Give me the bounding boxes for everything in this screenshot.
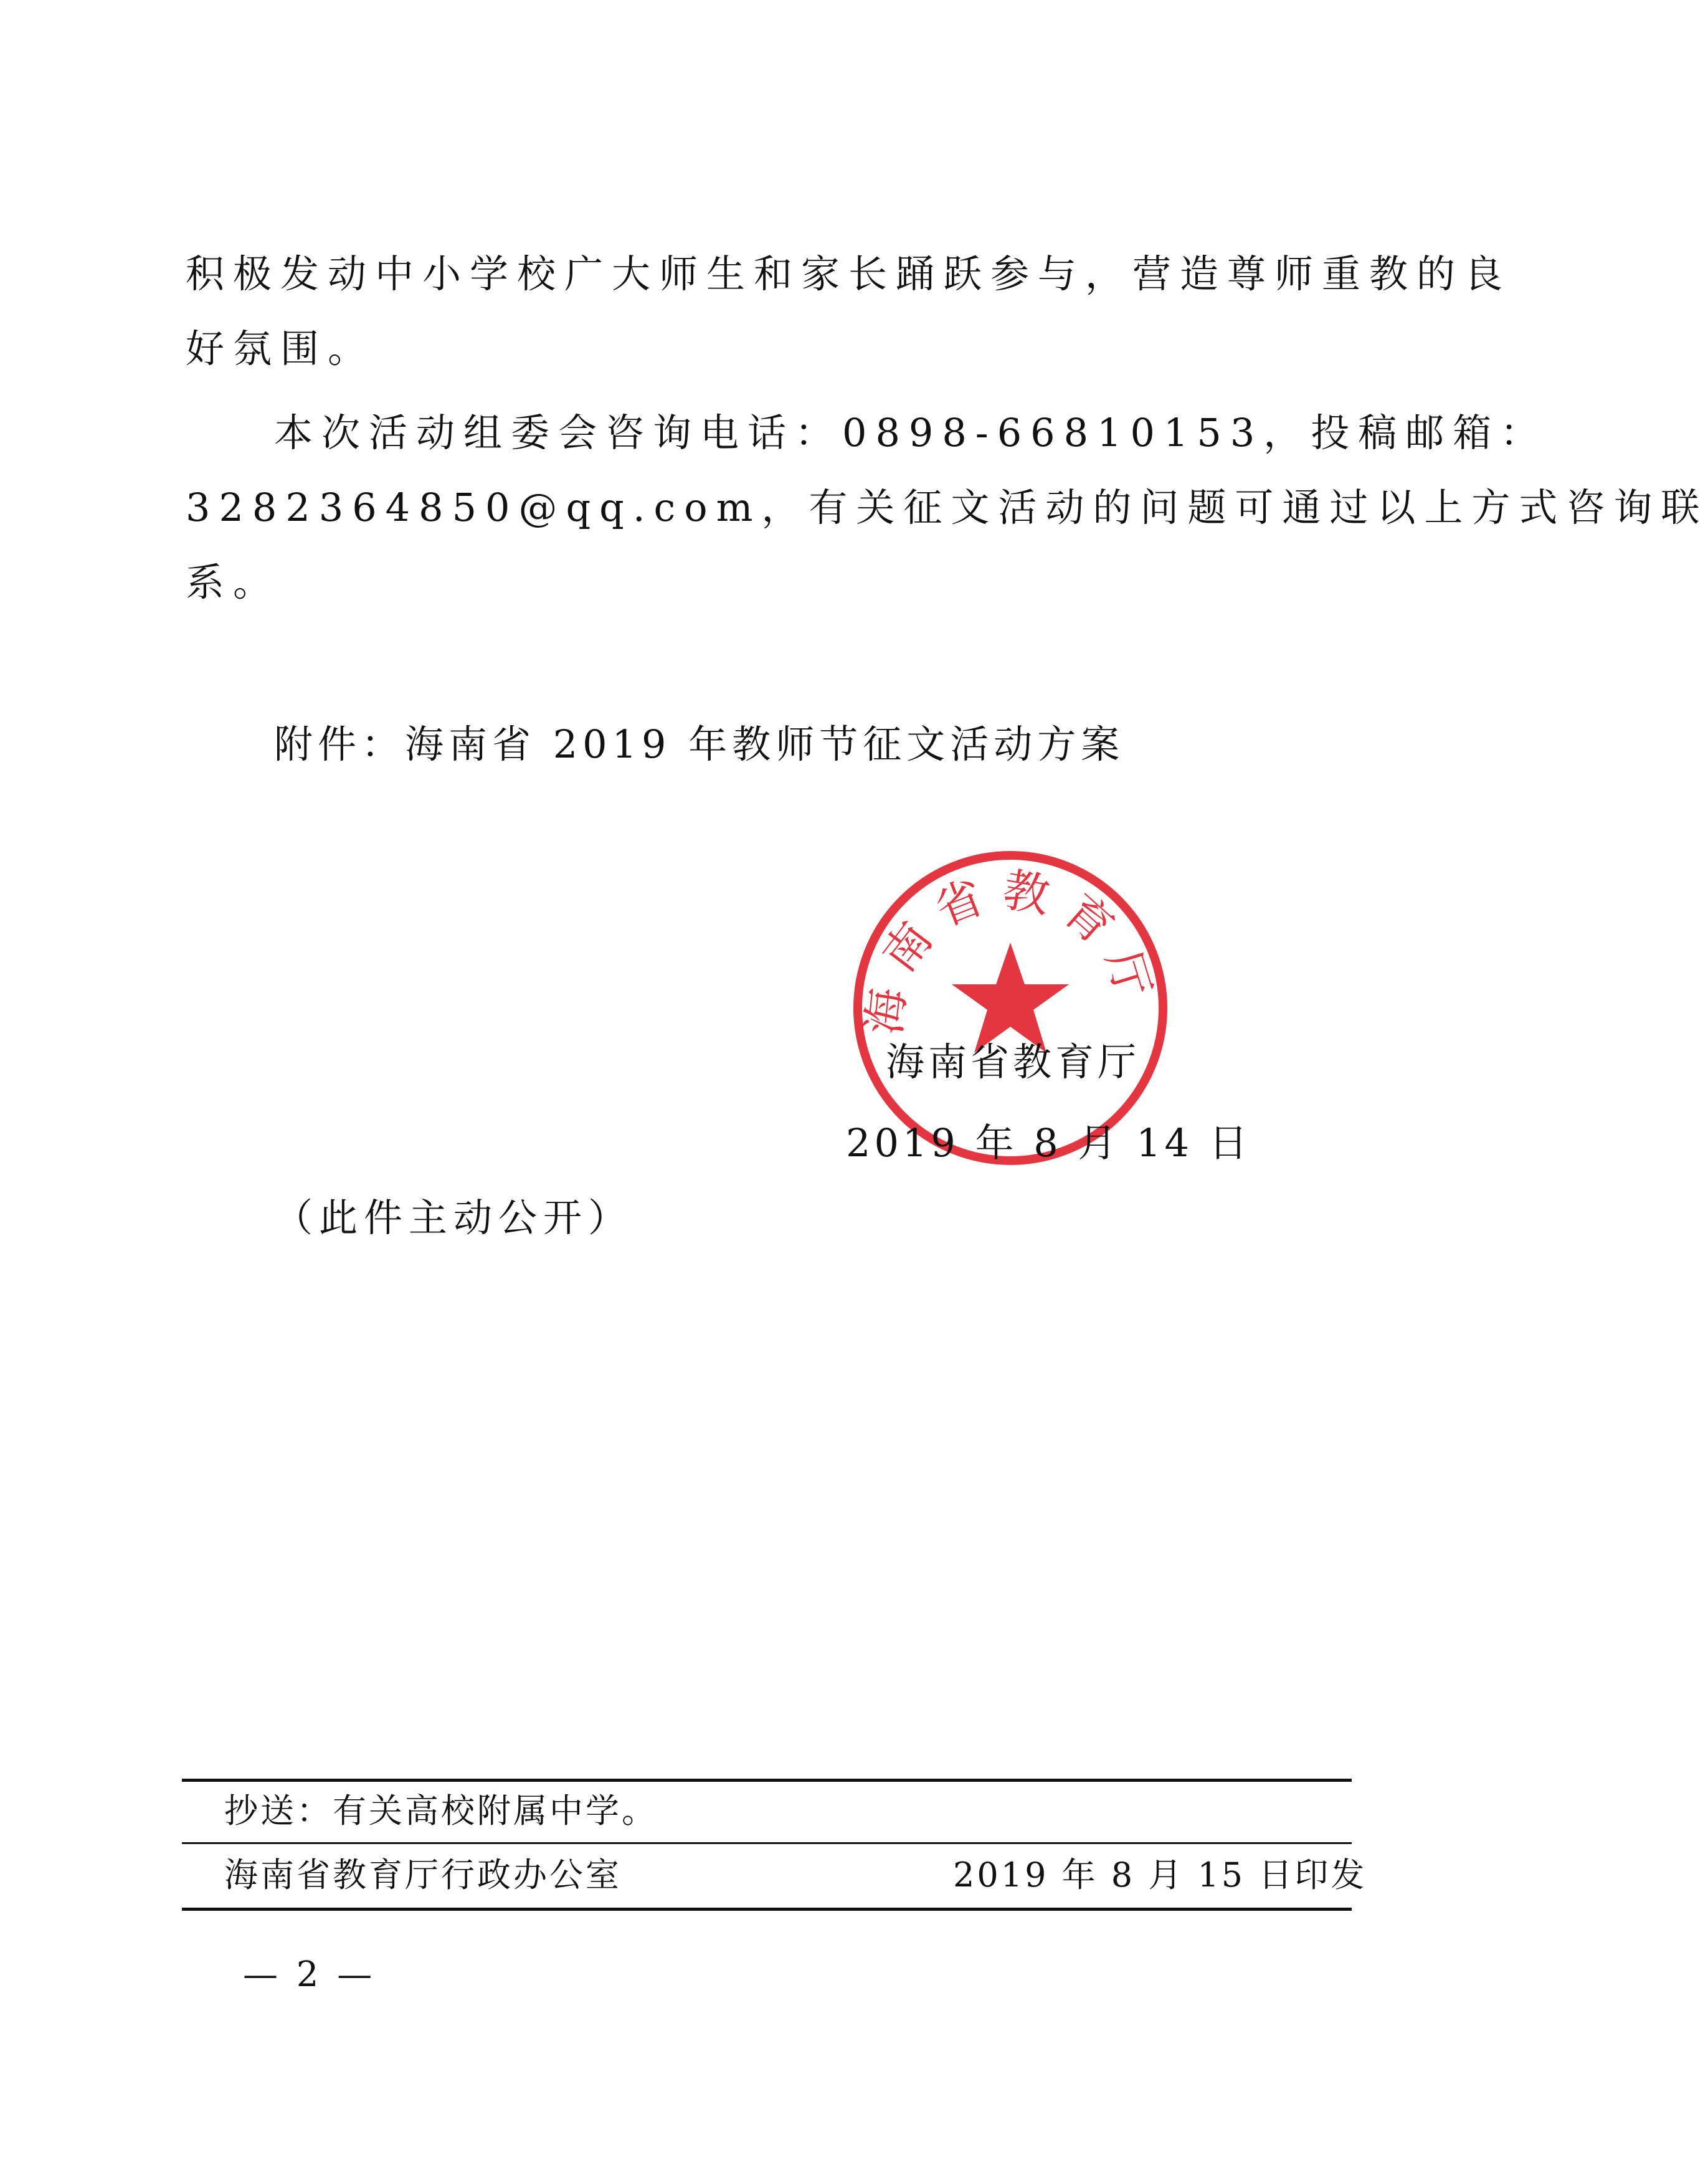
footer-top-rule [182, 1779, 1352, 1782]
signature-date: 2019 年 8 月 14 日 [846, 1120, 1251, 1166]
footer-bottom-rule [182, 1908, 1352, 1911]
signature-org: 海南省教育厅 [886, 1039, 1141, 1085]
paragraph-2-line-1: 本次活动组委会咨询电话：0898-66810153，投稿邮箱： [274, 410, 1548, 455]
paragraph-2-line-2: 3282364850@qq.com，有关征文活动的问题可通过以上方式咨询联 [186, 485, 1708, 530]
attachment-line: 附件：海南省 2019 年教师节征文活动方案 [274, 721, 1125, 767]
footer-cc: 抄送：有关高校附属中学。 [224, 1791, 658, 1830]
seal-star-icon [952, 943, 1069, 1053]
paragraph-1-line-1: 积极发动中小学校广大师生和家长踊跃参与，营造尊师重教的良 [186, 251, 1512, 297]
disclosure-note: （此件主动公开） [274, 1195, 633, 1240]
paragraph-1-line-2: 好氛围。 [186, 326, 376, 371]
page-number: — 2 — [243, 1954, 376, 1995]
footer-issuer: 海南省教育厅行政办公室 [224, 1855, 622, 1895]
paragraph-2-line-3: 系。 [186, 559, 281, 605]
footer-issue-date: 2019 年 8 月 15 日印发 [953, 1855, 1367, 1895]
footer-middle-rule [182, 1842, 1352, 1844]
svg-text:海南省教育厅: 海南省教育厅 [857, 862, 1165, 1037]
